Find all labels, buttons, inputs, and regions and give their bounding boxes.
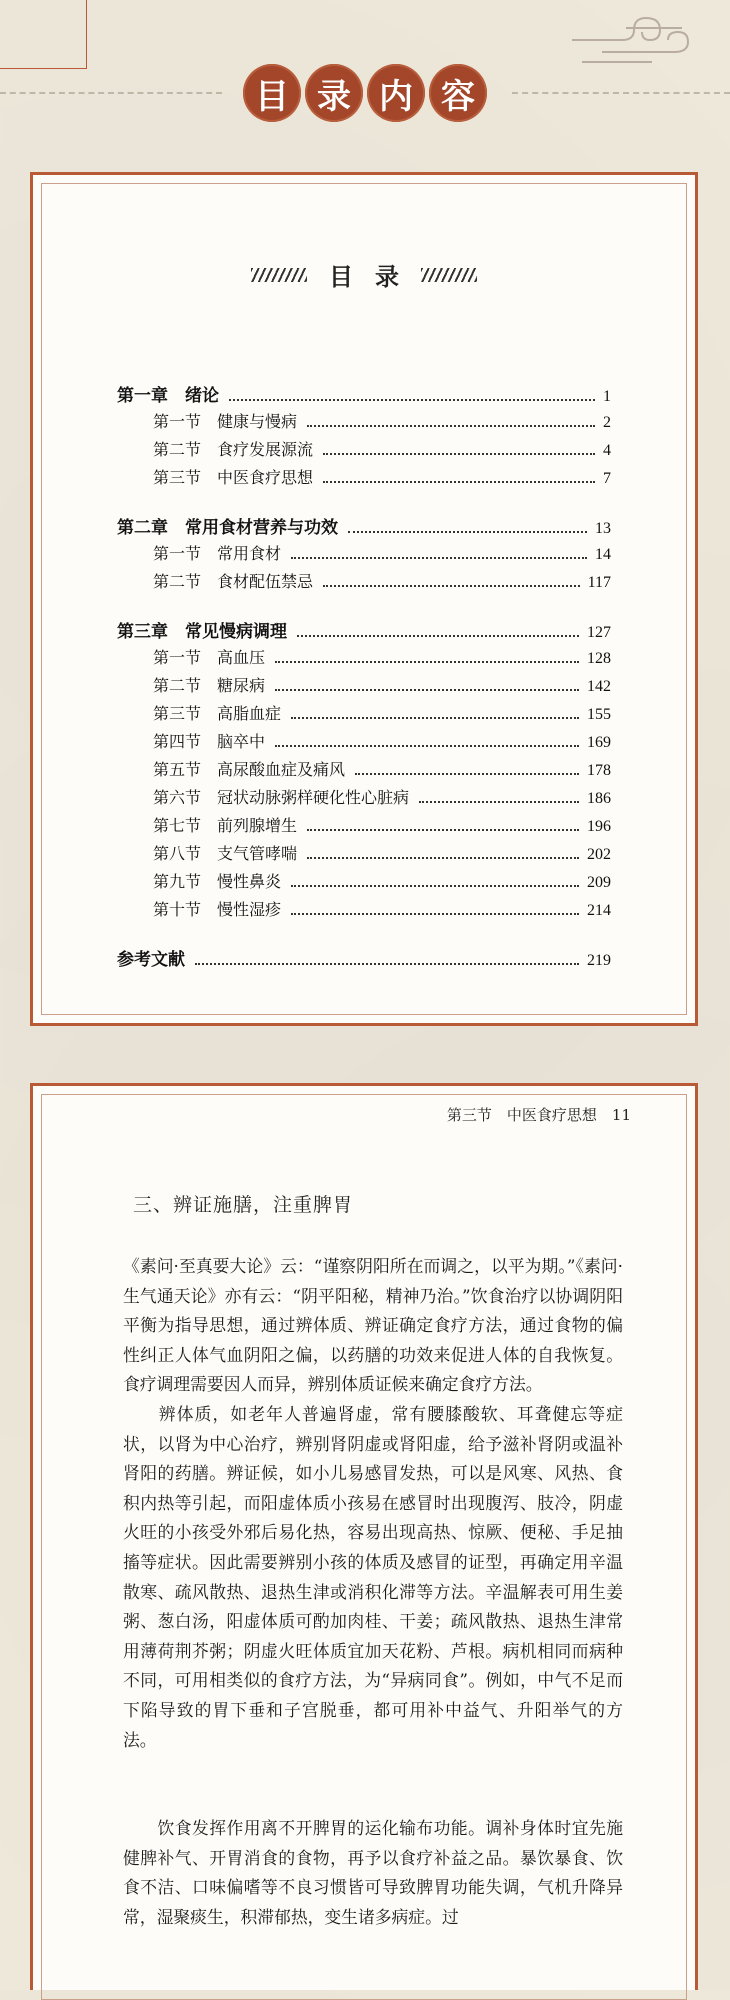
toc-leader-dots [348, 531, 587, 533]
toc-section-entry [153, 757, 611, 780]
toc-entry-label: 第十节 慢性湿疹 [153, 902, 282, 919]
toc-chapter-entry [117, 945, 611, 970]
toc-leader-dots [297, 635, 579, 637]
toc-heading-char: 目 [329, 262, 353, 291]
toc-panel [30, 172, 698, 1026]
toc-entry-label: 第二节 食材配伍禁忌 [153, 574, 314, 591]
toc-entry-label: 第一章 绪论 [117, 386, 219, 405]
toc-heading-char: 录 [375, 262, 399, 291]
toc-entry-page: 4 [603, 442, 611, 459]
toc-entry-page: 1 [603, 388, 611, 405]
toc-leader-dots [195, 963, 579, 965]
toc-section-entry [153, 897, 611, 920]
banner-char: 内 [367, 64, 425, 122]
toc-entry-page: 142 [587, 678, 611, 695]
toc-entry-label: 第三节 高脂血症 [153, 706, 282, 723]
toc-entry-label: 第二章 常用食材营养与功效 [117, 518, 338, 537]
toc-entry-label: 第一节 常用食材 [153, 546, 282, 563]
toc-entry-page: 2 [603, 414, 611, 431]
toc-entry-label: 第五节 高尿酸血症及痛风 [153, 762, 346, 779]
toc-leader-dots [323, 453, 595, 455]
toc-entry-label: 第三节 中医食疗思想 [153, 470, 314, 487]
toc-section-entry [153, 869, 611, 892]
toc-heading [33, 257, 695, 292]
banner-char: 目 [243, 64, 301, 122]
toc-entry-page: 117 [587, 574, 611, 591]
toc-leader-dots [307, 829, 579, 831]
toc-leader-dots [291, 885, 579, 887]
toc-section-entry [153, 569, 611, 592]
toc-entry-page: 202 [587, 846, 611, 863]
toc-leader-dots [291, 913, 579, 915]
toc-leader-dots [275, 689, 579, 691]
toc-section-entry [153, 437, 611, 460]
toc-entry-page: 14 [595, 546, 611, 563]
banner-title [0, 64, 730, 122]
toc-section-entry [153, 673, 611, 696]
toc-entry-label: 第二节 食疗发展源流 [153, 442, 314, 459]
toc-section-entry [153, 785, 611, 808]
toc-entry-page: 127 [587, 624, 611, 641]
toc-entry-label: 第三章 常见慢病调理 [117, 622, 287, 641]
toc-chapter-entry [117, 617, 611, 642]
hatch-ornament [251, 268, 307, 282]
toc-chapter-entry [117, 381, 611, 406]
toc-entry-label: 第九节 慢性鼻炎 [153, 874, 282, 891]
toc-leader-dots [355, 773, 579, 775]
toc-leader-dots [307, 857, 579, 859]
toc-entry-page: 169 [587, 734, 611, 751]
body-paragraph: 辨体质，如老年人普遍肾虚，常有腰膝酸软、耳聋健忘等症状，以肾为中心治疗，辨别肾阴虚或肾阳虚，给予滋补肾阴或温补肾阳的药膳。辨证候，如小儿易感冒发热，可以是风寒、风热、食积内热等引起，而阳虚体质小孩易在感冒时出现腹泻、肢冷，阴虚火旺的小孩受外邪后易化热，容易出现高热、惊厥、便秘、手足抽搐等症状。因此需要辨别小孩的体质及感冒的证型，再确定用辛温散寒、疏风散热、退热生津或消积化滞等方法。辛温解表可用生姜粥、葱白汤，阳虚体质可酌加肉桂、干姜；疏风散热、退热生津常用薄荷荆芥粥；阴虚火旺体质宜加天花粉、芦根。病机相同而病种不同，可用相类似的食疗方法，为“异病同食”。例如，中气不足而下陷导致的胃下垂和子宫脱垂，都可用补中益气、升阳举气的方法。 [123, 1404, 623, 1750]
body-paragraph: 饮食发挥作用离不开脾胃的运化输布功能。调补身体时宜先施健脾补气、开胃消食的食物，再予以食疗补益之品。暴饮暴食、饮食不洁、口味偏嗜等不良习惯皆可导致脾胃功能失调，气机升降异常，湿聚痰生，积滞郁热，变生诸多病症。过 [123, 1818, 623, 1927]
toc-entry-page: 128 [587, 650, 611, 667]
toc-leader-dots [275, 745, 579, 747]
toc-leader-dots [229, 399, 595, 401]
toc-entry-page: 209 [587, 874, 611, 891]
banner-char: 录 [305, 64, 363, 122]
toc-section-entry [153, 645, 611, 668]
toc-entry-label: 第一节 健康与慢病 [153, 414, 298, 431]
body-paragraph: 《素问·至真要大论》云：“谨察阴阳所在而调之，以平为期。”《素问·生气通天论》亦有云：“阴平阳秘，精神乃治。”饮食治疗以协调阴阳平衡为指导思想，通过辨体质、辨证确定食疗方法，通过食物的偏性纠正人体气血阴阳之偏，以药膳的功效来促进人体的自我恢复。食疗调理需要因人而异，辨别体质证候来确定食疗方法。 [123, 1256, 623, 1395]
running-head: 第三节 中医食疗思想 11 [446, 1106, 631, 1124]
corner-line [86, 0, 87, 68]
toc-leader-dots [323, 481, 595, 483]
toc-entry-page: 13 [595, 520, 611, 537]
toc-section-entry [153, 465, 611, 488]
toc-section-entry [153, 701, 611, 724]
cloud-ornament-icon [562, 10, 702, 70]
book-page-panel [30, 1083, 698, 1990]
toc-leader-dots [323, 585, 580, 587]
toc-entry-label: 第一节 高血压 [153, 650, 266, 667]
toc-entry-page: 214 [587, 902, 611, 919]
toc-entry-label: 第六节 冠状动脉粥样硬化性心脏病 [153, 790, 410, 807]
toc-chapter-entry [117, 513, 611, 538]
toc-leader-dots [291, 557, 587, 559]
toc-section-entry [153, 813, 611, 836]
toc-section-entry [153, 841, 611, 864]
toc-entry-label: 第二节 糖尿病 [153, 678, 266, 695]
section-heading: 三、辨证施膳，注重脾胃 [133, 1194, 354, 1216]
toc-leader-dots [275, 661, 579, 663]
hatch-ornament [421, 268, 477, 282]
toc-section-entry [153, 541, 611, 564]
toc-entry-page: 178 [587, 762, 611, 779]
toc-entry-label: 第八节 支气管哮喘 [153, 846, 298, 863]
toc-entry-page: 196 [587, 818, 611, 835]
toc-section-entry [153, 409, 611, 432]
toc-entry-page: 7 [603, 470, 611, 487]
banner-char: 容 [429, 64, 487, 122]
toc-entry-page: 155 [587, 706, 611, 723]
toc-leader-dots [419, 801, 579, 803]
toc-section-entry [153, 729, 611, 752]
toc-leader-dots [291, 717, 579, 719]
toc-entry-page: 186 [587, 790, 611, 807]
toc-leader-dots [307, 425, 595, 427]
toc-entry-label: 第四节 脑卒中 [153, 734, 266, 751]
toc-entry-label: 参考文献 [117, 950, 185, 969]
toc-entry-label: 第七节 前列腺增生 [153, 818, 298, 835]
toc-entry-page: 219 [587, 952, 611, 969]
